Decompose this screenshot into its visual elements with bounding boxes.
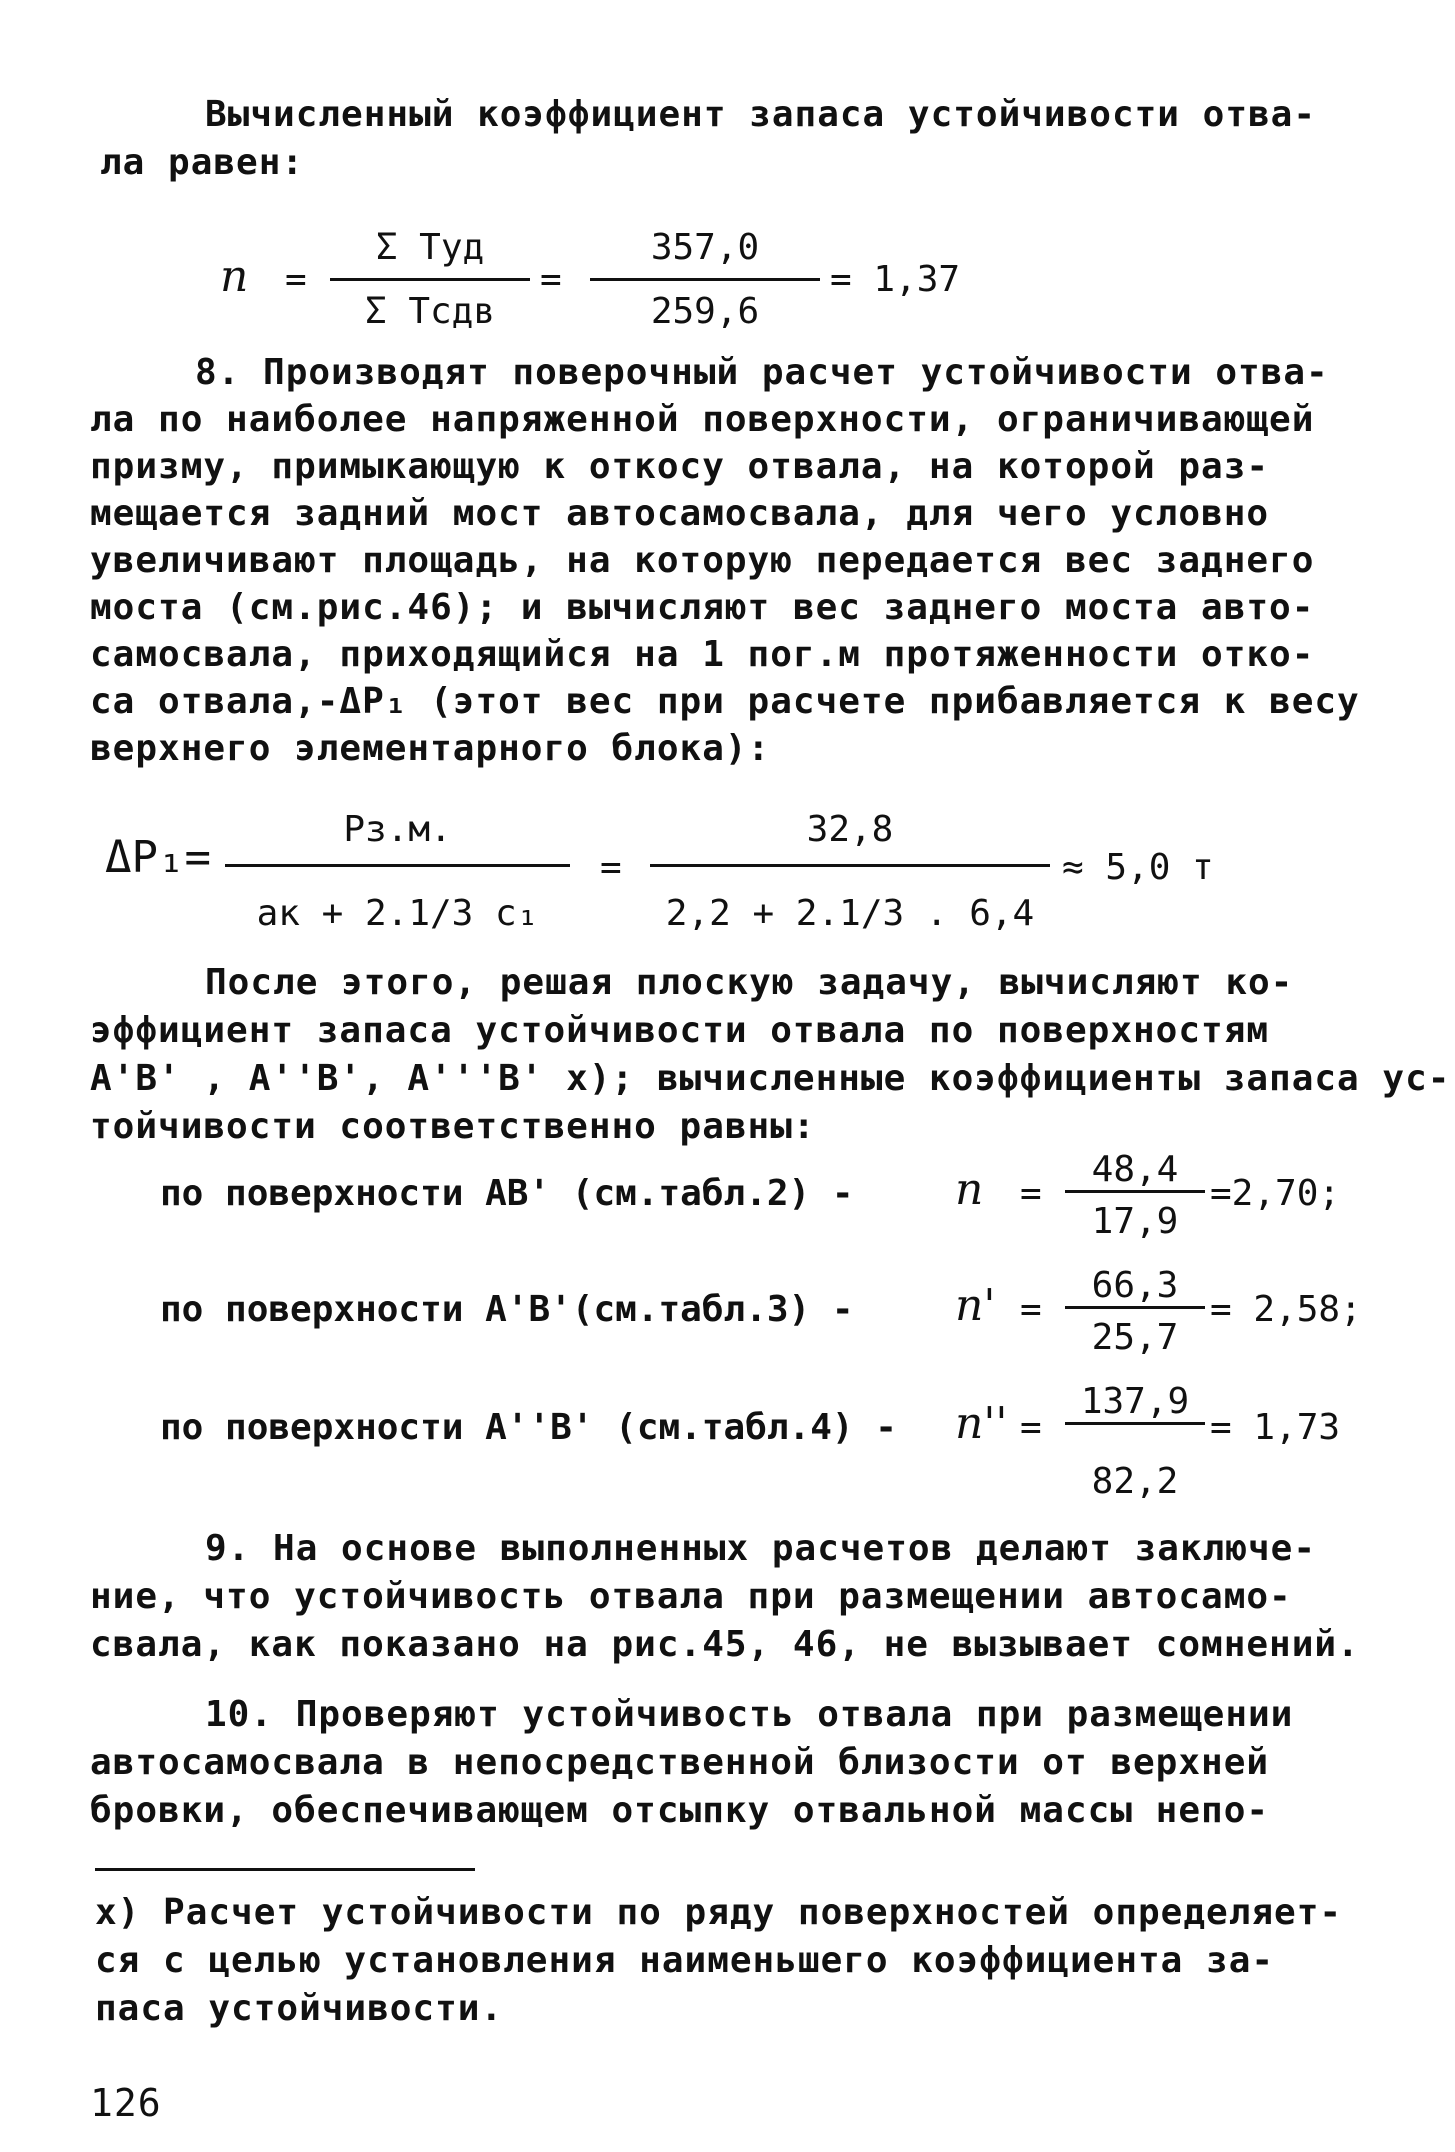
eq1-numerator: Σ Tуд [375, 227, 485, 268]
eq1-fraction-symbolic [330, 226, 530, 334]
p-after-line-3: A'B' , A''B', A'''B' x); вычисленные коэффициенты запаса ус- [90, 1058, 1451, 1099]
intro-line-1: Вычисленный коэффициент запаса устойчивости отва- [205, 94, 1317, 135]
surface-3-coef: n'' [955, 1398, 1008, 1449]
footnote-line-1: x) Расчет устойчивости по ряду поверхностей определяет- [95, 1892, 1343, 1933]
eq2-fraction-bar-2 [650, 864, 1050, 867]
eq2-fraction-numeric [650, 808, 1050, 936]
intro-line-2: ла равен: [100, 142, 305, 183]
surface-3-label: по поверхности A''B' (см.табл.4) - [160, 1407, 897, 1448]
surface-2-denominator: 25,7 [1091, 1317, 1179, 1358]
p-after-line-4: тойчивости соответственно равны: [90, 1106, 816, 1147]
surface-2-numerator: 66,3 [1091, 1265, 1179, 1306]
eq2-lhs: ΔP₁= [105, 832, 211, 883]
p8-line-7: самосвала, приходящийся на 1 пог.м протяженности отко- [90, 634, 1315, 675]
eq1-equals-2: = [540, 259, 562, 300]
p8-line-4: мещается задний мост автосамосвала, для чего условно [90, 493, 1270, 534]
eq1-lhs: n [220, 251, 249, 302]
p8-line-2: ла по наиболее напряженной поверхности, ограничивающей [90, 399, 1315, 440]
p8-line-5: увеличивают площадь, на которую передается вес заднего [90, 540, 1315, 581]
footnote-separator [95, 1868, 475, 1871]
footnote-line-3: паса устойчивости. [95, 1988, 504, 2029]
surface-1-result: =2,70; [1210, 1173, 1341, 1214]
surface-3-denominator: 82,2 [1091, 1461, 1179, 1502]
eq1-fraction-bar-2 [590, 278, 820, 281]
surface-1-fraction [1065, 1148, 1205, 1244]
eq1-denominator: Σ Tсдв [364, 291, 496, 332]
surface-1-numerator: 48,4 [1091, 1149, 1179, 1190]
surface-2-fraction-bar [1065, 1306, 1205, 1309]
p8-line-8: са отвала,-ΔP₁ (этот вес при расчете прибавляется к весу [90, 681, 1360, 722]
surface-1-fraction-bar [1065, 1190, 1205, 1193]
p9-line-3: свала, как показано на рис.45, 46, не вызывает сомнений. [90, 1624, 1360, 1665]
eq1-fraction-bar [330, 278, 530, 281]
p9-line-2: ние, что устойчивость отвала при размещении автосамо- [90, 1576, 1292, 1617]
p8-line-9: верхнего элементарного блока): [90, 728, 771, 769]
surface-1-coef: n [955, 1164, 984, 1215]
eq2-result: ≈ 5,0 т [1062, 847, 1214, 888]
surface-1-equals: = [1020, 1173, 1042, 1214]
p9-line-1: 9. На основе выполненных расчетов делают заключе- [205, 1528, 1317, 1569]
surface-1-label: по поверхности AB' (см.табл.2) - [160, 1173, 854, 1214]
eq2-equals: = [600, 847, 622, 888]
eq2-numerator: Pз.м. [343, 809, 452, 850]
surface-3-numerator: 137,9 [1080, 1381, 1190, 1422]
surface-1-denominator: 17,9 [1091, 1201, 1179, 1242]
eq1-numerator-value: 357,0 [650, 227, 760, 268]
p8-line-6: моста (см.рис.46); и вычисляют вес заднего моста авто- [90, 587, 1315, 628]
footnote-line-2: ся с целью установления наименьшего коэффициента за- [95, 1940, 1275, 1981]
eq1-fraction-numeric [590, 226, 820, 334]
surface-2-coef: n' [955, 1280, 996, 1331]
eq2-numerator-value: 32,8 [806, 809, 894, 850]
eq1-equals: = [285, 259, 307, 300]
p10-line-3: бровки, обеспечивающем отсыпку отвальной массы непо- [90, 1790, 1270, 1831]
eq1-denominator-value: 259,6 [650, 291, 760, 332]
eq2-denominator-value: 2,2 + 2.1/3 . 6,4 [665, 893, 1035, 934]
p8-line-3: призму, примыкающую к откосу отвала, на которой раз- [90, 446, 1270, 487]
eq2-denominator: aк + 2.1/3 c₁ [256, 893, 539, 934]
surface-3-result: = 1,73 [1210, 1407, 1341, 1448]
p-after-line-1: После этого, решая плоскую задачу, вычисляют ко- [205, 962, 1294, 1003]
surface-3-fraction-bar [1065, 1422, 1205, 1425]
page-number: 126 [90, 2081, 162, 2125]
surface-3-equals: = [1020, 1407, 1042, 1448]
p-after-line-2: эффициент запаса устойчивости отвала по поверхностям [90, 1010, 1270, 1051]
p10-line-2: автосамосвала в непосредственной близости от верхней [90, 1742, 1270, 1783]
eq2-fraction-symbolic [225, 808, 570, 936]
surface-2-result: = 2,58; [1210, 1289, 1362, 1330]
surface-2-equals: = [1020, 1289, 1042, 1330]
surface-3-fraction [1065, 1380, 1205, 1504]
eq2-fraction-bar [225, 864, 570, 867]
surface-2-label: по поверхности A'B'(см.табл.3) - [160, 1289, 854, 1330]
eq1-result: = 1,37 [830, 259, 961, 300]
p8-line-1: 8. Производят поверочный расчет устойчивости отва- [195, 352, 1329, 393]
surface-2-fraction [1065, 1264, 1205, 1360]
p10-line-1: 10. Проверяют устойчивость отвала при размещении [205, 1694, 1294, 1735]
